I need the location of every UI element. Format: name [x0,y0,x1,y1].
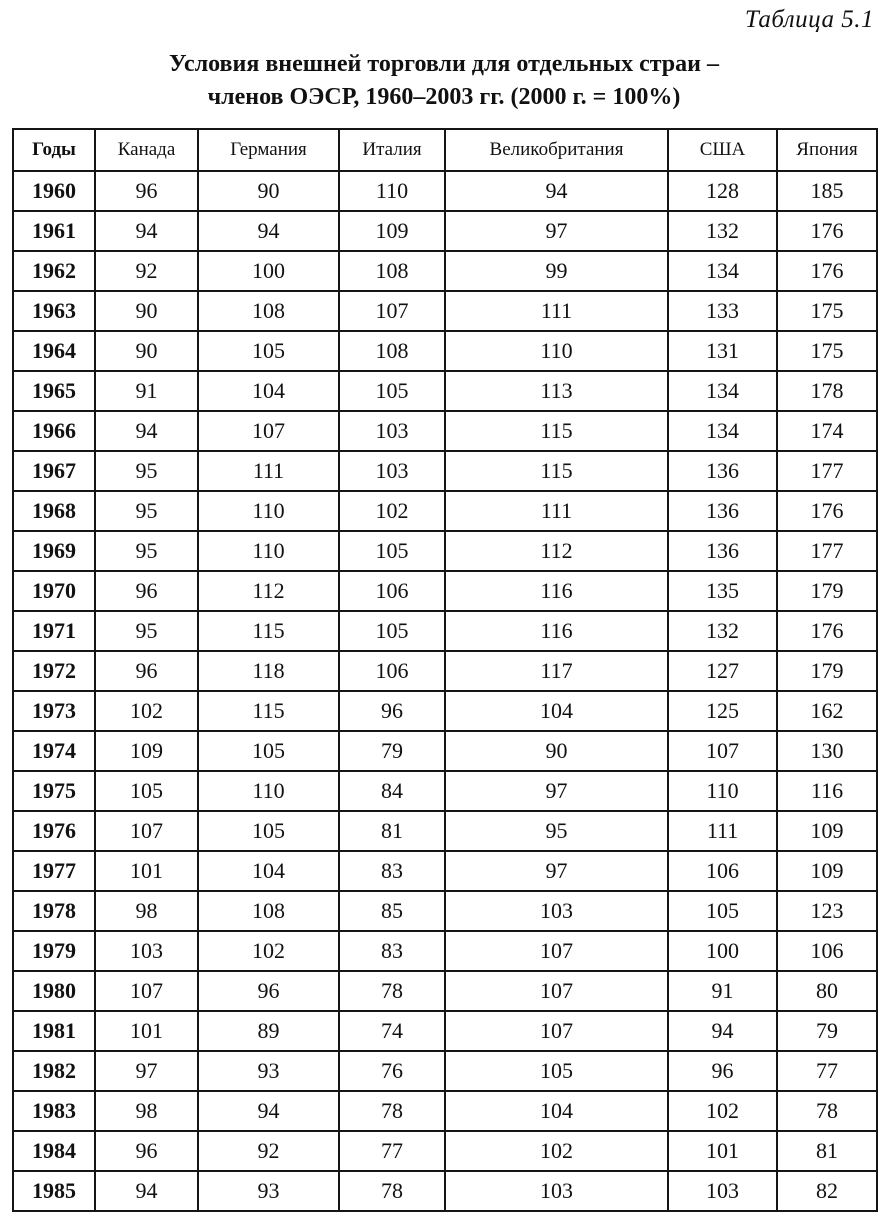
canada-cell: 98 [95,1091,198,1131]
table-title-line-2: членов ОЭСР, 1960–2003 гг. (2000 г. = 100%) [207,84,681,110]
usa-cell: 134 [668,251,777,291]
japan-cell: 176 [777,611,877,651]
germany-cell: 110 [198,771,339,811]
canada-cell: 98 [95,891,198,931]
year-cell: 1974 [13,731,95,771]
italy-cell: 102 [339,491,445,531]
uk-cell: 116 [445,611,668,651]
italy-cell: 110 [339,171,445,211]
germany-cell: 110 [198,531,339,571]
uk-cell: 90 [445,731,668,771]
usa-cell: 132 [668,211,777,251]
usa-cell: 131 [668,331,777,371]
germany-cell: 112 [198,571,339,611]
year-cell: 1981 [13,1011,95,1051]
germany-cell: 104 [198,851,339,891]
table-row [13,771,877,811]
japan-cell: 81 [777,1131,877,1171]
usa-cell: 132 [668,611,777,651]
year-cell: 1977 [13,851,95,891]
italy-cell: 106 [339,651,445,691]
table-row [13,1131,877,1171]
usa-cell: 96 [668,1051,777,1091]
canada-cell: 94 [95,1171,198,1211]
canada-cell: 107 [95,811,198,851]
year-cell: 1971 [13,611,95,651]
year-cell: 1973 [13,691,95,731]
year-cell: 1982 [13,1051,95,1091]
column-header-usa: США [668,129,777,171]
germany-cell: 107 [198,411,339,451]
table-row [13,571,877,611]
usa-cell: 111 [668,811,777,851]
germany-cell: 108 [198,891,339,931]
usa-cell: 100 [668,931,777,971]
year-cell: 1976 [13,811,95,851]
canada-cell: 95 [95,531,198,571]
italy-cell: 83 [339,931,445,971]
column-header-italy: Италия [339,129,445,171]
germany-cell: 110 [198,491,339,531]
table-row [13,331,877,371]
year-cell: 1966 [13,411,95,451]
usa-cell: 125 [668,691,777,731]
japan-cell: 123 [777,891,877,931]
column-header-canada: Канада [95,129,198,171]
table-row [13,171,877,211]
italy-cell: 108 [339,331,445,371]
table-row [13,611,877,651]
germany-cell: 108 [198,291,339,331]
italy-cell: 109 [339,211,445,251]
canada-cell: 102 [95,691,198,731]
canada-cell: 109 [95,731,198,771]
year-cell: 1965 [13,371,95,411]
germany-cell: 105 [198,811,339,851]
terms-of-trade-table [12,128,878,1212]
table-row [13,1091,877,1131]
canada-cell: 90 [95,331,198,371]
canada-cell: 92 [95,251,198,291]
germany-cell: 104 [198,371,339,411]
usa-cell: 102 [668,1091,777,1131]
italy-cell: 96 [339,691,445,731]
italy-cell: 103 [339,451,445,491]
canada-cell: 96 [95,171,198,211]
germany-cell: 93 [198,1051,339,1091]
italy-cell: 105 [339,611,445,651]
usa-cell: 127 [668,651,777,691]
germany-cell: 94 [198,1091,339,1131]
table-row [13,491,877,531]
uk-cell: 103 [445,1171,668,1211]
italy-cell: 105 [339,531,445,571]
japan-cell: 176 [777,491,877,531]
table-row [13,211,877,251]
year-cell: 1983 [13,1091,95,1131]
column-header-years: Годы [13,129,95,171]
germany-cell: 90 [198,171,339,211]
table-row [13,891,877,931]
japan-cell: 176 [777,211,877,251]
germany-cell: 94 [198,211,339,251]
table-row [13,931,877,971]
table-row [13,411,877,451]
canada-cell: 95 [95,451,198,491]
uk-cell: 104 [445,1091,668,1131]
canada-cell: 101 [95,1011,198,1051]
year-cell: 1960 [13,171,95,211]
germany-cell: 102 [198,931,339,971]
canada-cell: 103 [95,931,198,971]
uk-cell: 99 [445,251,668,291]
canada-cell: 96 [95,651,198,691]
japan-cell: 77 [777,1051,877,1091]
table-row [13,731,877,771]
japan-cell: 116 [777,771,877,811]
italy-cell: 106 [339,571,445,611]
uk-cell: 110 [445,331,668,371]
japan-cell: 179 [777,651,877,691]
usa-cell: 136 [668,491,777,531]
table-row [13,971,877,1011]
column-header-uk: Великобритания [445,129,668,171]
germany-cell: 92 [198,1131,339,1171]
japan-cell: 174 [777,411,877,451]
table-row [13,811,877,851]
year-cell: 1985 [13,1171,95,1211]
canada-cell: 107 [95,971,198,1011]
table-row [13,651,877,691]
year-cell: 1964 [13,331,95,371]
uk-cell: 97 [445,851,668,891]
japan-cell: 185 [777,171,877,211]
usa-cell: 136 [668,451,777,491]
usa-cell: 110 [668,771,777,811]
japan-cell: 109 [777,811,877,851]
italy-cell: 76 [339,1051,445,1091]
table-row [13,1011,877,1051]
year-cell: 1968 [13,491,95,531]
canada-cell: 96 [95,1131,198,1171]
japan-cell: 162 [777,691,877,731]
uk-cell: 115 [445,411,668,451]
usa-cell: 101 [668,1131,777,1171]
uk-cell: 115 [445,451,668,491]
germany-cell: 93 [198,1171,339,1211]
japan-cell: 177 [777,451,877,491]
column-header-germany: Германия [198,129,339,171]
germany-cell: 89 [198,1011,339,1051]
uk-cell: 117 [445,651,668,691]
year-cell: 1967 [13,451,95,491]
year-cell: 1961 [13,211,95,251]
japan-cell: 106 [777,931,877,971]
uk-cell: 111 [445,291,668,331]
italy-cell: 79 [339,731,445,771]
canada-cell: 95 [95,491,198,531]
italy-cell: 78 [339,971,445,1011]
usa-cell: 134 [668,411,777,451]
year-cell: 1979 [13,931,95,971]
year-cell: 1970 [13,571,95,611]
canada-cell: 95 [95,611,198,651]
table-row [13,691,877,731]
uk-cell: 95 [445,811,668,851]
germany-cell: 115 [198,611,339,651]
germany-cell: 96 [198,971,339,1011]
canada-cell: 94 [95,411,198,451]
canada-cell: 97 [95,1051,198,1091]
uk-cell: 97 [445,771,668,811]
usa-cell: 106 [668,851,777,891]
italy-cell: 77 [339,1131,445,1171]
table-title [0,48,888,114]
year-cell: 1984 [13,1131,95,1171]
japan-cell: 176 [777,251,877,291]
italy-cell: 74 [339,1011,445,1051]
column-header-japan: Япония [777,129,877,171]
year-cell: 1963 [13,291,95,331]
uk-cell: 107 [445,931,668,971]
italy-cell: 103 [339,411,445,451]
italy-cell: 107 [339,291,445,331]
japan-cell: 80 [777,971,877,1011]
table-row [13,371,877,411]
table-body [13,171,877,1211]
japan-cell: 178 [777,371,877,411]
germany-cell: 118 [198,651,339,691]
year-cell: 1980 [13,971,95,1011]
italy-cell: 78 [339,1171,445,1211]
uk-cell: 105 [445,1051,668,1091]
table-row [13,451,877,491]
japan-cell: 82 [777,1171,877,1211]
japan-cell: 179 [777,571,877,611]
usa-cell: 94 [668,1011,777,1051]
year-cell: 1975 [13,771,95,811]
usa-cell: 107 [668,731,777,771]
japan-cell: 175 [777,291,877,331]
uk-cell: 104 [445,691,668,731]
usa-cell: 103 [668,1171,777,1211]
year-cell: 1972 [13,651,95,691]
germany-cell: 100 [198,251,339,291]
table-header-row [13,129,877,171]
japan-cell: 130 [777,731,877,771]
table-row [13,531,877,571]
canada-cell: 96 [95,571,198,611]
uk-cell: 112 [445,531,668,571]
canada-cell: 105 [95,771,198,811]
italy-cell: 84 [339,771,445,811]
italy-cell: 78 [339,1091,445,1131]
germany-cell: 115 [198,691,339,731]
japan-cell: 79 [777,1011,877,1051]
germany-cell: 111 [198,451,339,491]
italy-cell: 108 [339,251,445,291]
uk-cell: 107 [445,1011,668,1051]
uk-cell: 103 [445,891,668,931]
italy-cell: 85 [339,891,445,931]
usa-cell: 136 [668,531,777,571]
year-cell: 1962 [13,251,95,291]
usa-cell: 105 [668,891,777,931]
canada-cell: 94 [95,211,198,251]
canada-cell: 91 [95,371,198,411]
uk-cell: 94 [445,171,668,211]
italy-cell: 81 [339,811,445,851]
germany-cell: 105 [198,731,339,771]
year-cell: 1969 [13,531,95,571]
italy-cell: 105 [339,371,445,411]
japan-cell: 78 [777,1091,877,1131]
uk-cell: 97 [445,211,668,251]
italy-cell: 83 [339,851,445,891]
table-row [13,251,877,291]
uk-cell: 116 [445,571,668,611]
usa-cell: 135 [668,571,777,611]
usa-cell: 91 [668,971,777,1011]
usa-cell: 134 [668,371,777,411]
table-title-line-1: Условия внешней торговли для отдельных страи – [169,51,719,77]
usa-cell: 128 [668,171,777,211]
table-label: Таблица 5.1 [744,6,874,33]
japan-cell: 177 [777,531,877,571]
canada-cell: 101 [95,851,198,891]
germany-cell: 105 [198,331,339,371]
uk-cell: 107 [445,971,668,1011]
table-row [13,1051,877,1091]
japan-cell: 109 [777,851,877,891]
canada-cell: 90 [95,291,198,331]
uk-cell: 113 [445,371,668,411]
table-row [13,851,877,891]
uk-cell: 111 [445,491,668,531]
japan-cell: 175 [777,331,877,371]
table-row [13,291,877,331]
year-cell: 1978 [13,891,95,931]
usa-cell: 133 [668,291,777,331]
uk-cell: 102 [445,1131,668,1171]
table-row [13,1171,877,1211]
